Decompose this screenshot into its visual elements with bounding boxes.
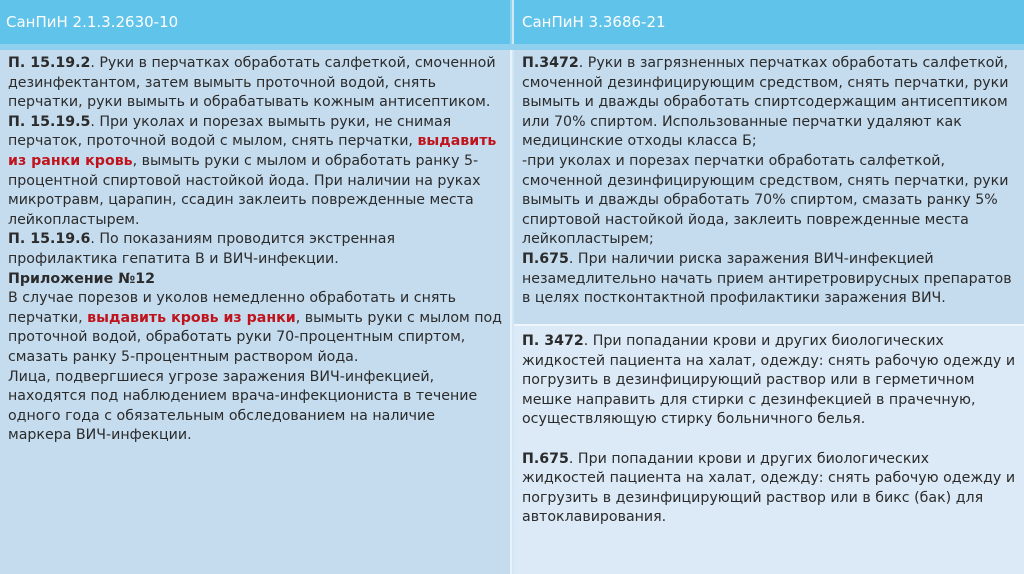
highlight-red-text: выдавить кровь из ранки [87, 309, 296, 326]
clause-text: . Руки в перчатках обработать салфеткой, смоченной дезинфектантом, затем вымыть проточной водой, снять перчатки, руки вымыть и обрабатывать кожным антисептиком. [8, 55, 496, 111]
clause-text: , вымыть руки с мылом и обработать ранку 5-процентной спиртовой настойкой йода. При наличии на руках микротравм, царапин, ссадин заклеить поврежденные места лейкопластырем. [8, 152, 481, 228]
right-top-cell [514, 50, 1024, 324]
header-sanpin-3686: СанПиН 3.3686-21 [514, 0, 1024, 44]
paragraph-spacer [522, 430, 1016, 450]
appendix-title: Приложение №12 [8, 270, 155, 287]
clause-text: . При наличии риска заражения ВИЧ-инфекцией незамедлительно начать прием антиретровирусных препаратов в целях постконтактной профилактики заражения ВИЧ. [522, 250, 1012, 307]
right-bottom-cell [514, 326, 1024, 574]
right-paragraph-3472 [522, 54, 1016, 152]
appendix-paragraph-1 [8, 289, 502, 367]
clause-ref: П. 15.19.2 [8, 55, 91, 71]
clause-ref: П.675 [522, 450, 569, 467]
right-bottom-paragraph-3472 [522, 332, 1016, 430]
left-paragraph-15-19-5 [8, 113, 502, 231]
clause-ref: П. 15.19.6 [8, 231, 91, 248]
appendix-paragraph-2: Лица, подвергшиеся угрозе заражения ВИЧ-инфекцией, находятся под наблюдением врача-инфекциониста в течение одного года с обязательным обследованием на наличие маркера ВИЧ-инфекции. [8, 368, 478, 444]
clause-text: . При уколах и порезах вымыть руки, не снимая перчаток, проточной водой с мылом, снять перчатки, [8, 113, 452, 150]
left-paragraph-15-19-2 [8, 54, 502, 113]
header-sanpin-2630: СанПиН 2.1.3.2630-10 [0, 0, 512, 44]
clause-ref: П.675 [522, 250, 569, 267]
clause-text: . Руки в загрязненных перчатках обработать салфеткой, смоченной дезинфицирующим средством, снять перчатки, руки вымыть и дважды обработать спиртсодержащим антисептиком или 70% спиртом. Использованные перчатки удаляют как медицинские отходы класса Б; [522, 55, 1009, 150]
clause-ref: П. 15.19.5 [8, 113, 91, 130]
left-paragraph-15-19-6 [8, 230, 502, 269]
clause-text: , вымыть руки с мылом под проточной водой, обработать руки 70-процентным спиртом, смазать ранку 5-процентным раствором йода. [8, 309, 502, 365]
clause-ref: П.3472 [522, 55, 579, 71]
clause-text: . При попадании крови и других биологических жидкостей пациента на халат, одежду: снять рабочую одежду и погрузить в дезинфицирующий раствор или в герметичном мешке направить для стирки с дезинфекцией в прачечную, осуществляющую стирку больничного белья. [522, 333, 1016, 428]
right-paragraph-675 [522, 250, 1016, 309]
clause-ref: П. 3472 [522, 333, 584, 349]
clause-text: . При попадании крови и других биологических жидкостей пациента на халат, одежду: снять рабочую одежду и погрузить в дезинфицирующий раствор или в бикс (бак) для автоклавирования. [522, 450, 1016, 526]
left-cell [0, 50, 512, 574]
right-paragraph-cuts: -при уколах и порезах перчатки обработать салфеткой, смоченной дезинфицирующим средством, снять перчатки, руки вымыть и дважды обработать 70% спиртом, смазать ранку 5% спиртовой настойкой йода, заклеить поврежденные места лейкопластырем; [522, 152, 1009, 248]
highlight-red-text: выдавить из ранки кровь [8, 133, 497, 169]
right-bottom-paragraph-675 [522, 450, 1016, 528]
clause-text: . По показаниям проводится экстренная профилактика гепатита В и ВИЧ-инфекции. [8, 231, 396, 267]
clause-text: В случае порезов и уколов немедленно обработать и снять перчатки, [8, 290, 457, 326]
